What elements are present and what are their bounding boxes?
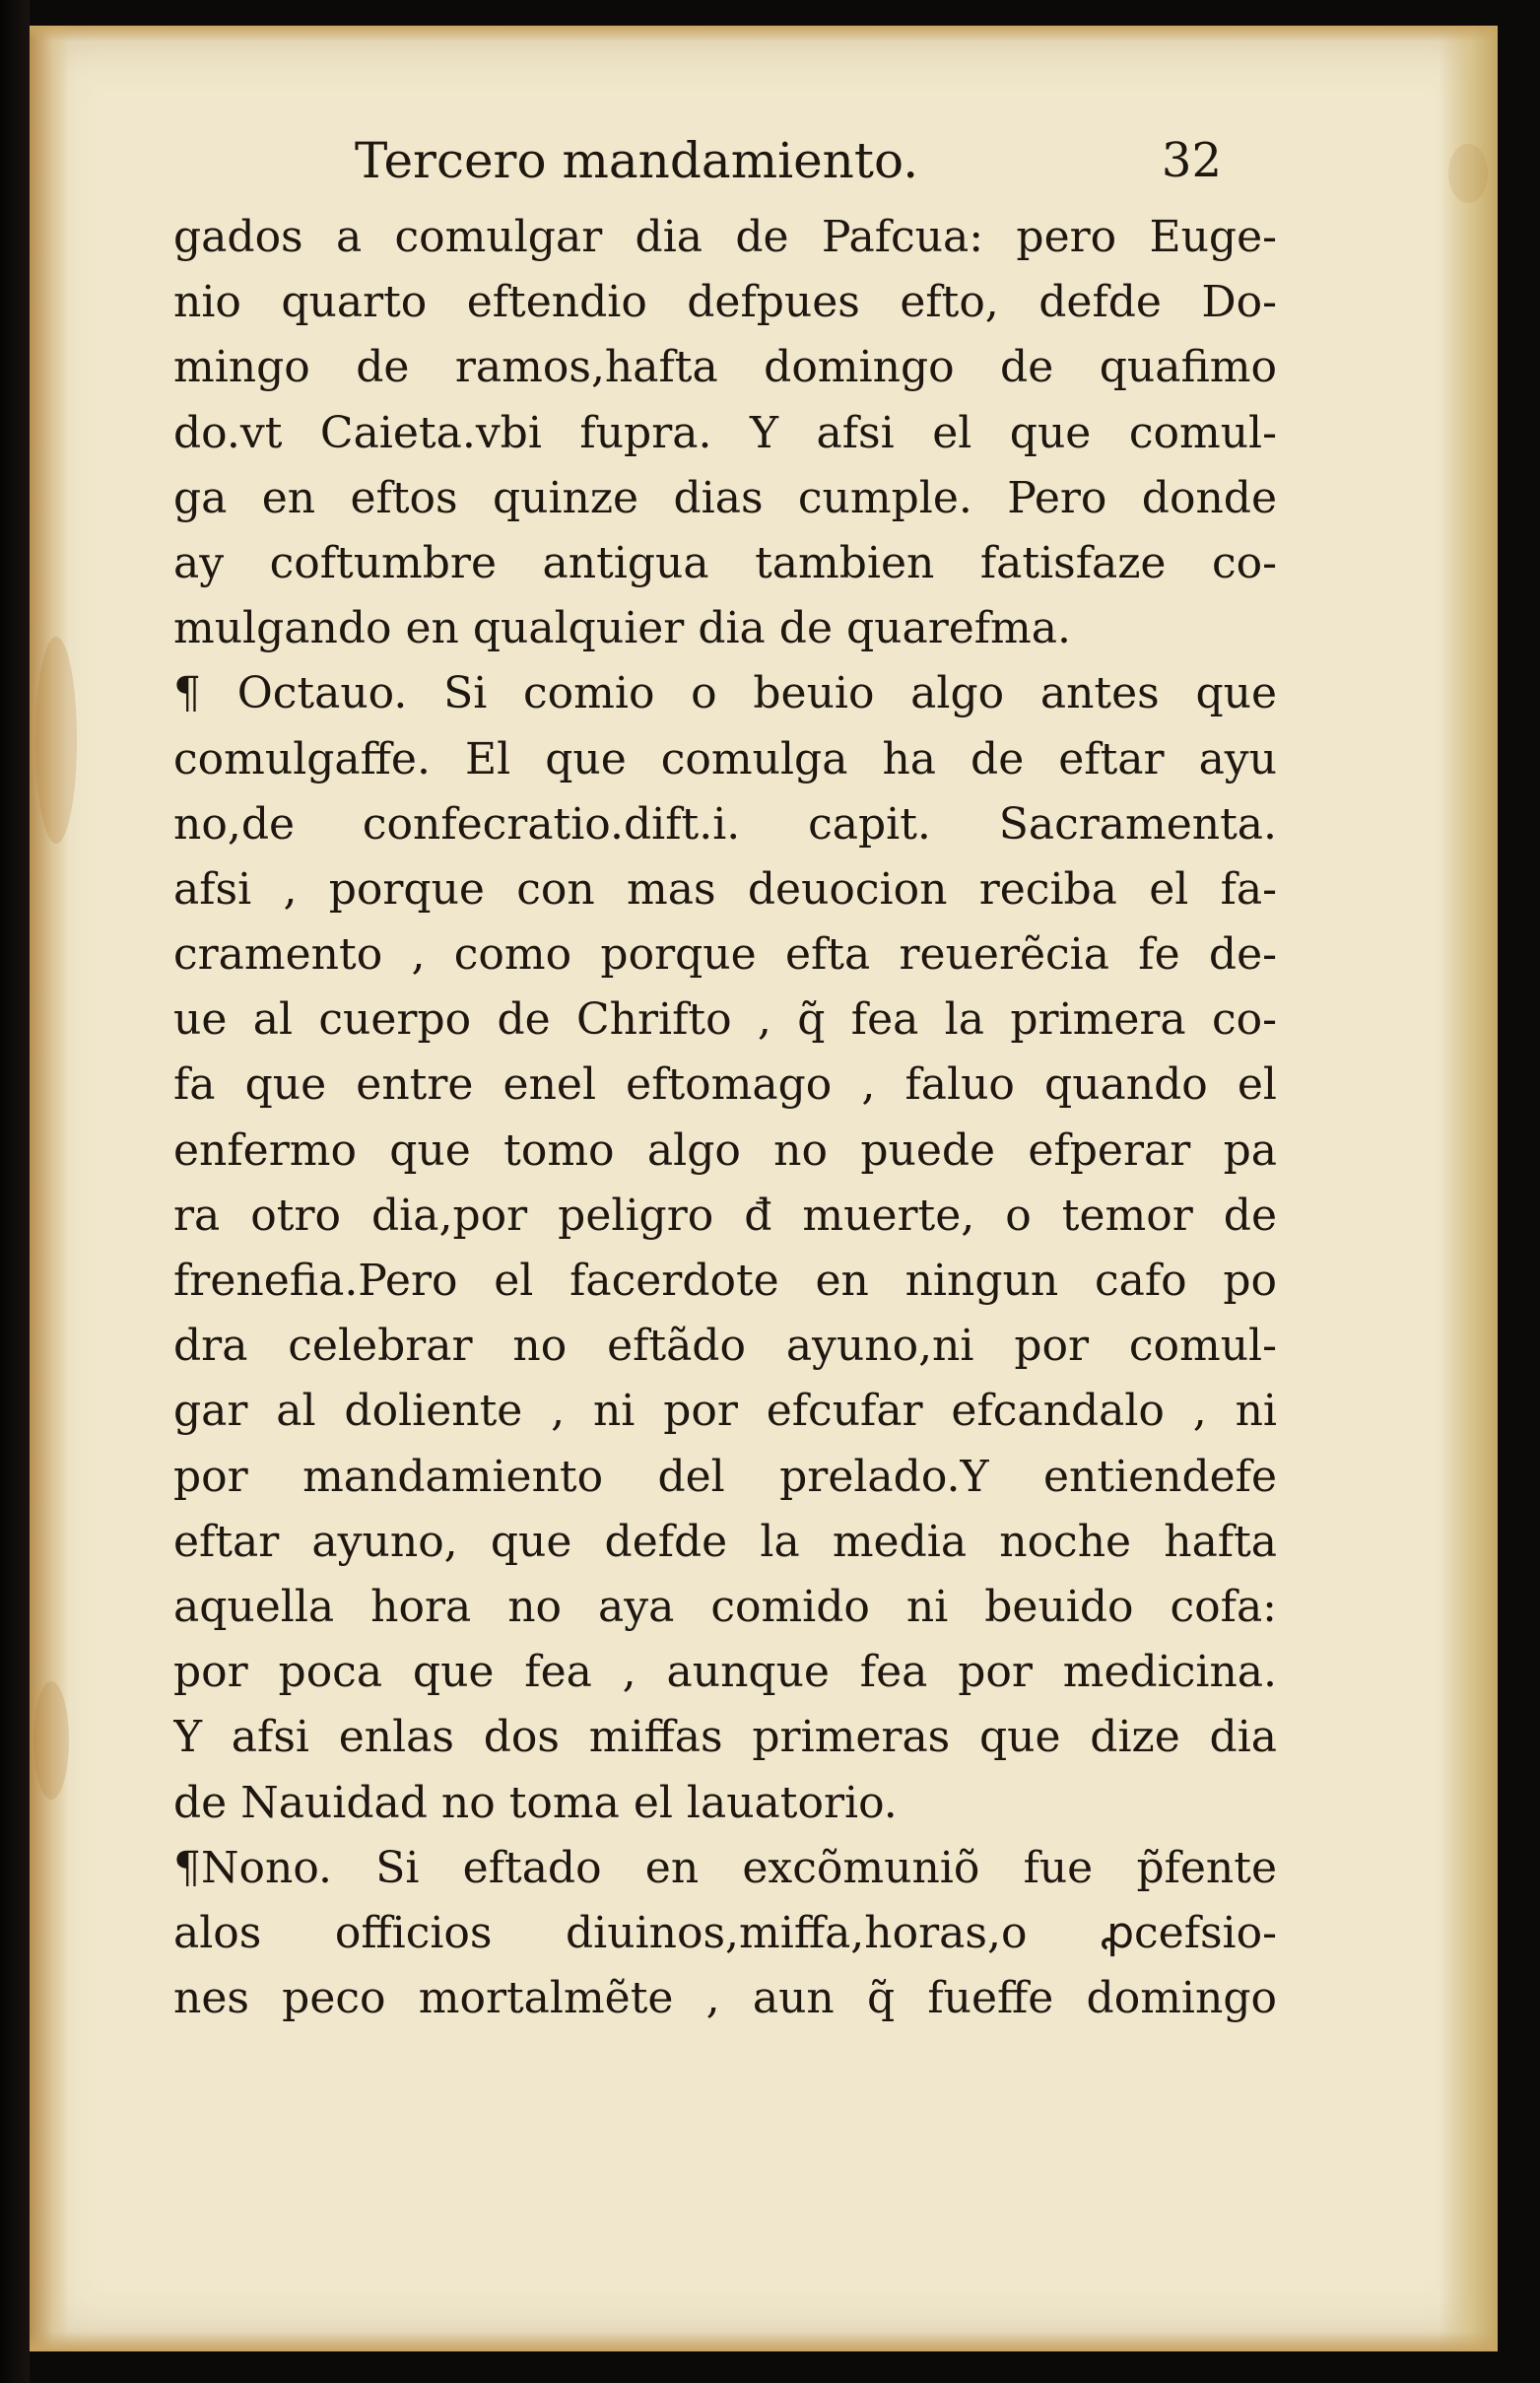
running-head: Tercero mandamiento. — [355, 132, 919, 189]
text-line: comulgaffe. El que comulga ha de eftar ayu — [173, 733, 1277, 784]
text-line: aquella hora no aya comido ni beuido cofa: — [173, 1581, 1277, 1632]
page-top-edge — [30, 26, 1498, 41]
text-line: nes peco mortalmẽte , aun q̃ fueffe domingo — [173, 1973, 1277, 2024]
paper-stain — [35, 637, 77, 844]
page-header — [355, 116, 1222, 205]
text-line: enfermo que tomo algo no puede efperar pa — [173, 1124, 1277, 1176]
text-line: gados a comulgar dia de Pafcua: pero Euge- — [173, 212, 1277, 262]
text-line: ay coftumbre antigua tambien fatisfaze co- — [173, 537, 1277, 588]
page-bottom-edge — [30, 2332, 1498, 2351]
text-line: ue al cuerpo de Chrifto , q̃ fea la primera co- — [173, 994, 1277, 1046]
book-page — [30, 26, 1498, 2351]
page-number: 32 — [1161, 133, 1222, 188]
text-line: afsi , porque con mas deuocion reciba el fa- — [173, 863, 1277, 915]
body-text — [173, 205, 1277, 2031]
page-left-edge — [30, 26, 69, 2351]
text-line: frenefia.Pero el facerdote en ningun cafo po — [173, 1256, 1277, 1306]
text-line: mulgando en qualquier dia de quarefma. — [173, 603, 1072, 654]
text-line: por poca que fea , aunque fea por medicina. — [173, 1647, 1277, 1698]
text-line: no,de confecratio.dift.i. capit. Sacramenta. — [173, 798, 1277, 850]
page-right-edge — [1439, 26, 1498, 2351]
text-line: por mandamiento del prelado.Y entiendefe — [173, 1451, 1277, 1502]
text-line: dra celebrar no eftãdo ayuno,ni por comul- — [173, 1321, 1277, 1372]
text-line: alos officios diuinos,miffa,horas,o ꝓcefsio- — [173, 1907, 1277, 1958]
binding-shadow — [0, 0, 30, 2383]
text-line: ra otro dia,por peligro đ muerte, o temor de — [173, 1190, 1277, 1241]
text-line: ga en eftos quinze dias cumple. Pero donde — [173, 472, 1277, 523]
text-line: nio quarto eftendio defpues efto, defde Do- — [173, 277, 1277, 328]
text-line: Y afsi enlas dos miffas primeras que dize dia — [173, 1712, 1277, 1763]
text-line: do.vt Caieta.vbi fupra. Y afsi el que comul- — [173, 407, 1277, 458]
text-line: de Nauidad no toma el lauatorio. — [173, 1777, 898, 1828]
text-line: ¶Nono. Si eftado en excõmuniõ fue p̃fente — [173, 1842, 1277, 1893]
text-line: eftar ayuno, que defde la media noche hafta — [173, 1516, 1277, 1567]
text-line: mingo de ramos,hafta domingo de quafimo — [173, 342, 1277, 393]
text-line: ¶ Octauo. Si comio o beuio algo antes que — [173, 668, 1277, 719]
paper-stain — [1448, 144, 1488, 203]
text-line: fa que entre enel eftomago , faluo quando el — [173, 1059, 1277, 1111]
paper-stain — [33, 1681, 69, 1800]
text-line: cramento , como porque efta reuerẽcia fe de- — [173, 929, 1277, 981]
text-line: gar al doliente , ni por efcufar efcandalo , ni — [173, 1386, 1277, 1437]
